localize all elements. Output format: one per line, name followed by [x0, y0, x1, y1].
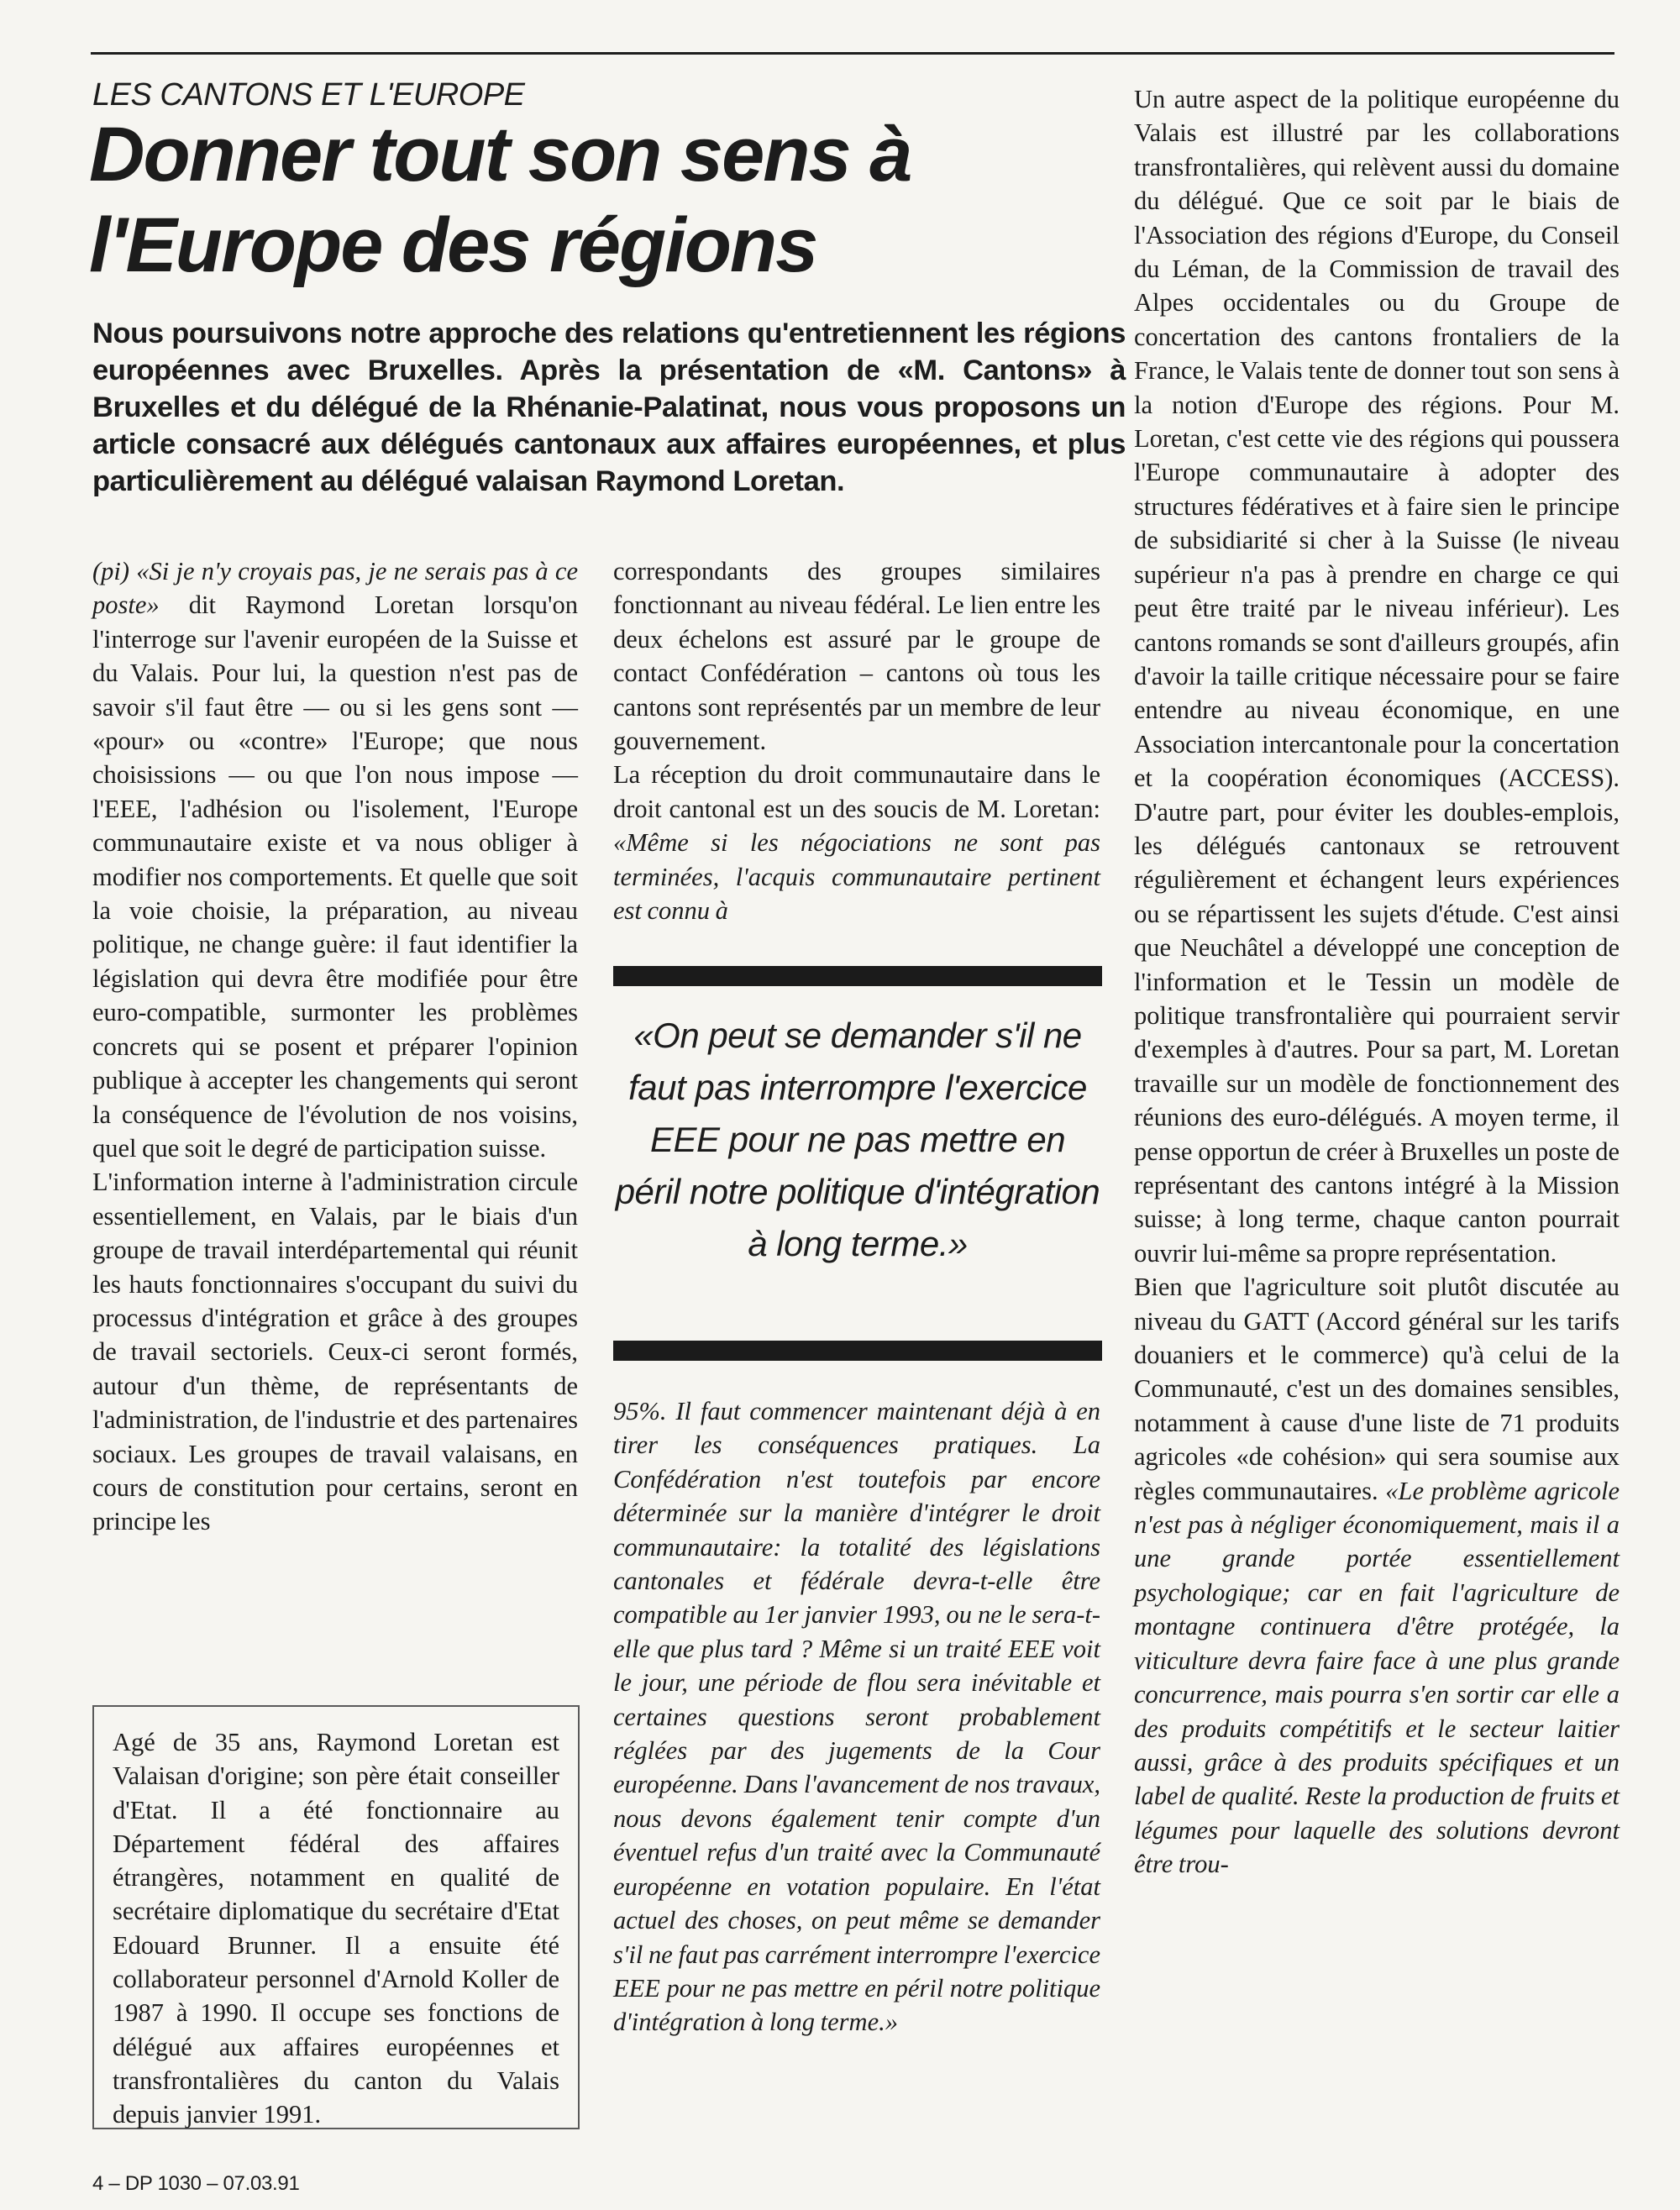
article-column-2-top: [613, 554, 1100, 927]
article-column-3: [1134, 82, 1620, 1882]
bio-box: Agé de 35 ans, Raymond Loretan est Valaisan d'origine; son père était conseiller d'Etat. Il a été fonctionnaire au Département fédéral des affaires étrangères, notamment en qualité de secrétaire diplomatique du secrétaire d'Etat Edouard Brunner. Il a ensuite été collaborateur personnel d'Arnold Koller de 1987 à 1990. Il occupe ses fonctions de délégué aux affaires européennes et transfrontalières du canton du Valais depuis janvier 1991.: [92, 1705, 580, 2129]
section-kicker: LES CANTONS ET L'EUROPE: [92, 77, 525, 113]
pull-quote-bottom-bar: [613, 1341, 1102, 1361]
paragraph: correspondants des groupes similaires fonctionnant au niveau fédéral. Le lien entre les deux échelons est assuré par le groupe de contact Confédération – cantons où tous les cantons sont représentés par un membre de leur gouvernement.: [613, 557, 1100, 756]
paragraph: L'information interne à l'administration circule essentiellement, en Valais, par le biais d'un groupe de travail interdépartemental qui réunit les hauts fonctionnaires s'occupant du suivi du processus d'intégration et grâce à des groupes de travail sectoriels. Ceux-ci seront formés, autour d'un thème, de représentants de l'administration, de l'industrie et des partenaires sociaux. Les groupes de travail valaisans, en cours de constitution pour certains, seront en principe les: [92, 1168, 578, 1536]
paragraph-text: Bien que l'agriculture soit plutôt discutée au niveau du GATT (Accord général sur les tarifs douaniers et le commerce) qu'à celui de la Communauté, c'est un des domaines sensibles, notamment à cause d'une liste de 71 produits agricoles «de cohésion» qui sera soumise aux règles communautaires.: [1134, 1273, 1620, 1505]
quote: «Même si les négociations ne sont pas terminées, l'acquis communautaire pertinent est connu à: [613, 828, 1100, 926]
lede: Nous poursuivons notre approche des relations qu'entretiennent les régions européennes avec Bruxelles. Après la présentation de «M. Cantons» à Bruxelles et du délégué de la Rhénanie-Palatinat, nous vous proposons un article consacré aux délégués cantonaux aux affaires européennes, et plus particulièrement au délégué valaisan Raymond Loretan.: [92, 318, 1126, 497]
paragraph: [613, 758, 1100, 927]
top-rule: [91, 52, 1614, 55]
article-column-2-bottom: [613, 1394, 1100, 2142]
paragraph: [92, 554, 578, 1165]
quote: «Si je n'y croyais pas, je ne serais pas à ce poste»: [92, 557, 578, 620]
headline: [89, 109, 1131, 291]
headline-line-2: l'Europe des régions: [89, 202, 817, 288]
author-initials: (pi): [92, 557, 137, 585]
pull-quote-text: «On peut se demander s'il ne faut pas interrompre l'exercice EEE pour ne pas mettre en péril notre politique d'intégration à long terme.»: [615, 1016, 1100, 1263]
quote: «Le problème agricole n'est pas à négliger économiquement, mais il a une grande portée essentiellement psychologique; car en fait l'agriculture de montagne continuera d'être protégée, la viticulture devra faire face à une plus grande concurrence, mais pourra s'en sortir car elle a des produits compétitifs et le secteur laitier aussi, grâce à des produits spécifiques et un label de qualité. Reste la production de fruits et légumes pour laquelle des solutions devront être trou-: [1134, 1476, 1620, 1879]
article-column-1: [92, 554, 578, 1539]
paragraph: [1134, 1270, 1620, 1881]
page-footer: 4 – DP 1030 – 07.03.91: [92, 2172, 300, 2195]
paragraph: Un autre aspect de la politique européenne du Valais est illustré par les collaborations transfrontalières, qui relèvent aussi du domaine du délégué. Que ce soit par le biais de l'Association des régions d'Europe, du Conseil du Léman, de la Commission de travail des Alpes occidentales ou du Groupe de concertation des cantons frontaliers de la France, le Valais tente de donner tout son sens à la notion d'Europe des régions. Pour M. Loretan, c'est cette vie des régions qui poussera l'Europe communautaire à adopter des structures fédératives et à faire sien le principe de subsidiarité si cher à la Suisse (le niveau supérieur n'a pas à prendre en charge ce qui peut être traité par le niveau inférieur). Les cantons romands se sont d'ailleurs groupés, afin d'avoir la taille critique nécessaire pour se faire entendre au niveau économique, en une Association intercantonale pour la concertation et la coopération économiques (ACCESS). D'autre part, pour éviter les doubles-emplois, les délégués cantonaux se retrouvent régulièrement et échangent leurs expériences ou se répartissent les sujets d'étude. C'est ainsi que Neuchâtel a développé une conception de l'information et le Tessin un modèle de politique transfrontalière qui pourraient servir d'exemples à d'autres. Pour sa part, M. Loretan travaille sur un modèle de fonctionnement des réunions des euro-délégués. A moyen terme, il pense opportun de créer à Bruxelles un poste de représentant des cantons intégré à la Mission suisse; à long terme, chaque canton pourrait ouvrir lui-même sa propre représentation.: [1134, 85, 1620, 1268]
pull-quote-top-bar: [613, 966, 1102, 986]
headline-line-1: Donner tout son sens à: [89, 112, 911, 197]
pull-quote: [613, 966, 1102, 1361]
quote-continuation: 95%. Il faut commencer maintenant déjà à en tirer les conséquences pratiques. La Confédération n'est toutefois par encore déterminée sur la manière d'intégrer le droit communautaire: la totalité des législations cantonales et fédérale devra-t-elle être compatible au 1er janvier 1993, ou ne le sera-t-elle que plus tard ? Même si un traité EEE voit le jour, une période de flou sera inévitable et certaines questions seront probablement réglées par des jugements de la Cour européenne. Dans l'avancement de nos travaux, nous devons également tenir compte d'un éventuel refus d'un traité avec la Communauté européenne en votation populaire. En l'état actuel des choses, on peut même se demander s'il ne faut pas carrément interrompre l'exercice EEE pour ne pas mettre en péril notre politique d'intégration à long terme.»: [613, 1397, 1100, 2037]
paragraph-text: La réception du droit communautaire dans le droit cantonal est un des soucis de M. Loretan:: [613, 760, 1100, 823]
paragraph-text: dit Raymond Loretan lorsqu'on l'interroge sur l'avenir européen de la Suisse et du Valais. Pour lui, la question n'est pas de savoir s'il faut être — ou si les gens sont — «pour» ou «contre» l'Europe; que nous choisissions — ou que l'on nous impose — l'EEE, l'adhésion ou l'isolement, l'Europe communautaire existe et va nous obliger à modifier nos comportements. Et quelle que soit la voie choisie, la préparation, au niveau politique, ne change guère: il faut identifier la législation qui devra être modifiée pour être euro-compatible, surmonter les problèmes concrets qui se posent et préparer l'opinion publique à accepter les changements qui seront la conséquence de l'évolution de nos voisins, quel que soit le degré de participation suisse.: [92, 591, 578, 1163]
